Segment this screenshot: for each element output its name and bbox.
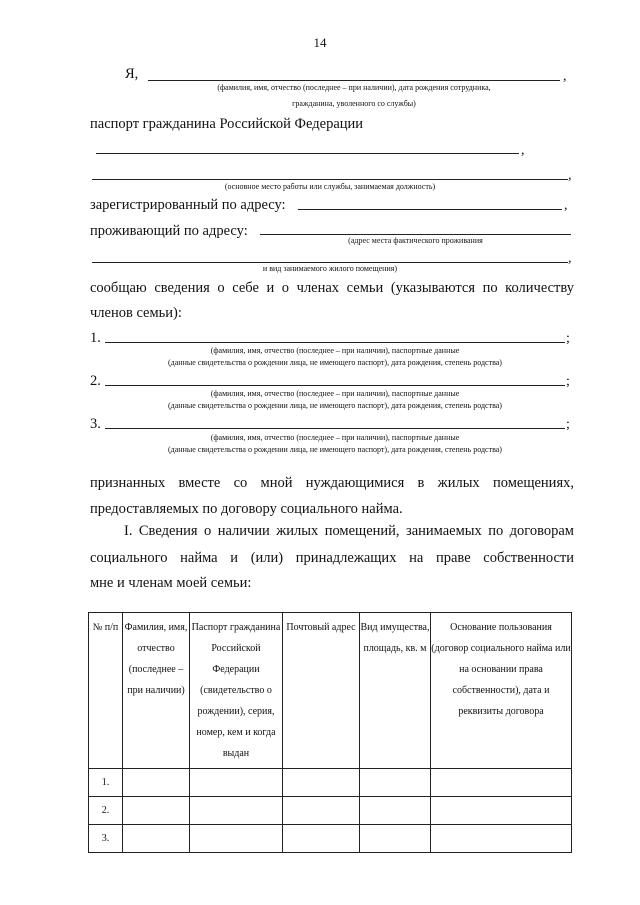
housing-table <box>88 612 572 853</box>
comma: , <box>568 168 572 183</box>
table-cell[interactable] <box>283 797 360 825</box>
table-row <box>89 797 572 825</box>
family-member-number: 1. <box>90 330 101 346</box>
column-header-passport: Паспорт гражданина Российской Федерации (свидетельство о рождении), серия, номер, кем и когда выдан <box>190 613 283 769</box>
family-member-field[interactable] <box>105 428 565 429</box>
table-row <box>89 825 572 853</box>
recognized-line-1: признанных вместе со мной нуждающимися в жилых помещениях, <box>90 475 574 491</box>
table-cell[interactable] <box>360 769 431 797</box>
family-member-number: 2. <box>90 373 101 389</box>
declarant-hint-2: гражданина, уволенного со службы) <box>292 99 416 108</box>
declarant-hint-1: (фамилия, имя, отчество (последнее – при наличии), дата рождения сотрудника, <box>217 83 491 92</box>
work-field[interactable] <box>92 179 568 180</box>
family-member-hint-2: (данные свидетельства о рождении лица, не имеющего паспорт), дата рождения, степень родства) <box>168 358 502 367</box>
section-title-line-1: I. Сведения о наличии жилых помещений, занимаемых по договорам <box>124 523 574 539</box>
family-member-field[interactable] <box>105 385 565 386</box>
family-member-hint-1: (фамилия, имя, отчество (последнее – при наличии), паспортные данные <box>210 346 460 355</box>
page-number: 14 <box>313 35 327 50</box>
column-header-name: Фамилия, имя, отчество (последнее – при наличии) <box>123 613 190 769</box>
comma: , <box>568 251 572 266</box>
passport-label: паспорт гражданина Российской Федерации <box>90 116 364 132</box>
family-member-hint-1: (фамилия, имя, отчество (последнее – при наличии), паспортные данные <box>210 389 460 398</box>
table-row <box>89 769 572 797</box>
table-cell[interactable] <box>283 825 360 853</box>
family-intro-line-1: сообщаю сведения о себе и о членах семьи (указываются по количеству <box>90 280 574 296</box>
section-title-line-3: мне и членам моей семьи: <box>90 575 252 591</box>
declarant-prefix: Я, <box>125 66 139 82</box>
declarant-name-field[interactable] <box>148 80 560 81</box>
recognized-line-2: предоставляемых по договору социального найма. <box>90 501 403 517</box>
table-cell[interactable] <box>360 825 431 853</box>
semicolon: ; <box>566 331 570 346</box>
table-cell[interactable] <box>360 797 431 825</box>
table-cell[interactable] <box>123 825 190 853</box>
comma: , <box>564 198 568 213</box>
column-header-address: Почтовый адрес <box>283 613 360 769</box>
table-cell[interactable] <box>431 769 572 797</box>
family-intro-line-2: членов семьи): <box>90 305 182 321</box>
housing-field[interactable] <box>92 262 568 263</box>
comma: , <box>563 69 567 84</box>
table-header-row <box>89 613 572 769</box>
living-address-field[interactable] <box>260 234 571 235</box>
semicolon: ; <box>566 374 570 389</box>
family-member-number: 3. <box>90 416 101 432</box>
semicolon: ; <box>566 417 570 432</box>
table-cell[interactable] <box>283 769 360 797</box>
table-cell[interactable] <box>190 797 283 825</box>
family-member-hint-2: (данные свидетельства о рождении лица, не имеющего паспорт), дата рождения, степень родства) <box>168 401 502 410</box>
family-member-hint-2: (данные свидетельства о рождении лица, не имеющего паспорт), дата рождения, степень родства) <box>168 445 502 454</box>
row-number: 1. <box>89 769 123 797</box>
housing-hint: и вид занимаемого жилого помещения) <box>262 264 398 273</box>
living-label: проживающий по адресу: <box>90 223 248 239</box>
family-member-field[interactable] <box>105 342 565 343</box>
table-cell[interactable] <box>431 825 572 853</box>
column-header-property: Вид имущества, площадь, кв. м <box>360 613 431 769</box>
column-header-basis: Основание пользования (договор социального найма или на основании права собственности), дата и реквизиты договора <box>431 613 572 769</box>
row-number: 2. <box>89 797 123 825</box>
registered-address-field[interactable] <box>298 209 562 210</box>
table-cell[interactable] <box>431 797 572 825</box>
table-cell[interactable] <box>123 797 190 825</box>
registered-label: зарегистрированный по адресу: <box>90 197 286 213</box>
comma: , <box>521 143 525 158</box>
work-hint: (основное место работы или службы, занимаемая должность) <box>224 182 436 191</box>
family-member-hint-1: (фамилия, имя, отчество (последнее – при наличии), паспортные данные <box>210 433 460 442</box>
table-cell[interactable] <box>190 825 283 853</box>
section-title-line-2: социального найма и (или) принадлежащих на праве собственности <box>90 550 574 566</box>
living-hint: (адрес места фактического проживания <box>348 236 483 245</box>
passport-field[interactable] <box>96 153 519 154</box>
column-header-number: № п/п <box>89 613 123 769</box>
row-number: 3. <box>89 825 123 853</box>
table-cell[interactable] <box>123 769 190 797</box>
table-cell[interactable] <box>190 769 283 797</box>
